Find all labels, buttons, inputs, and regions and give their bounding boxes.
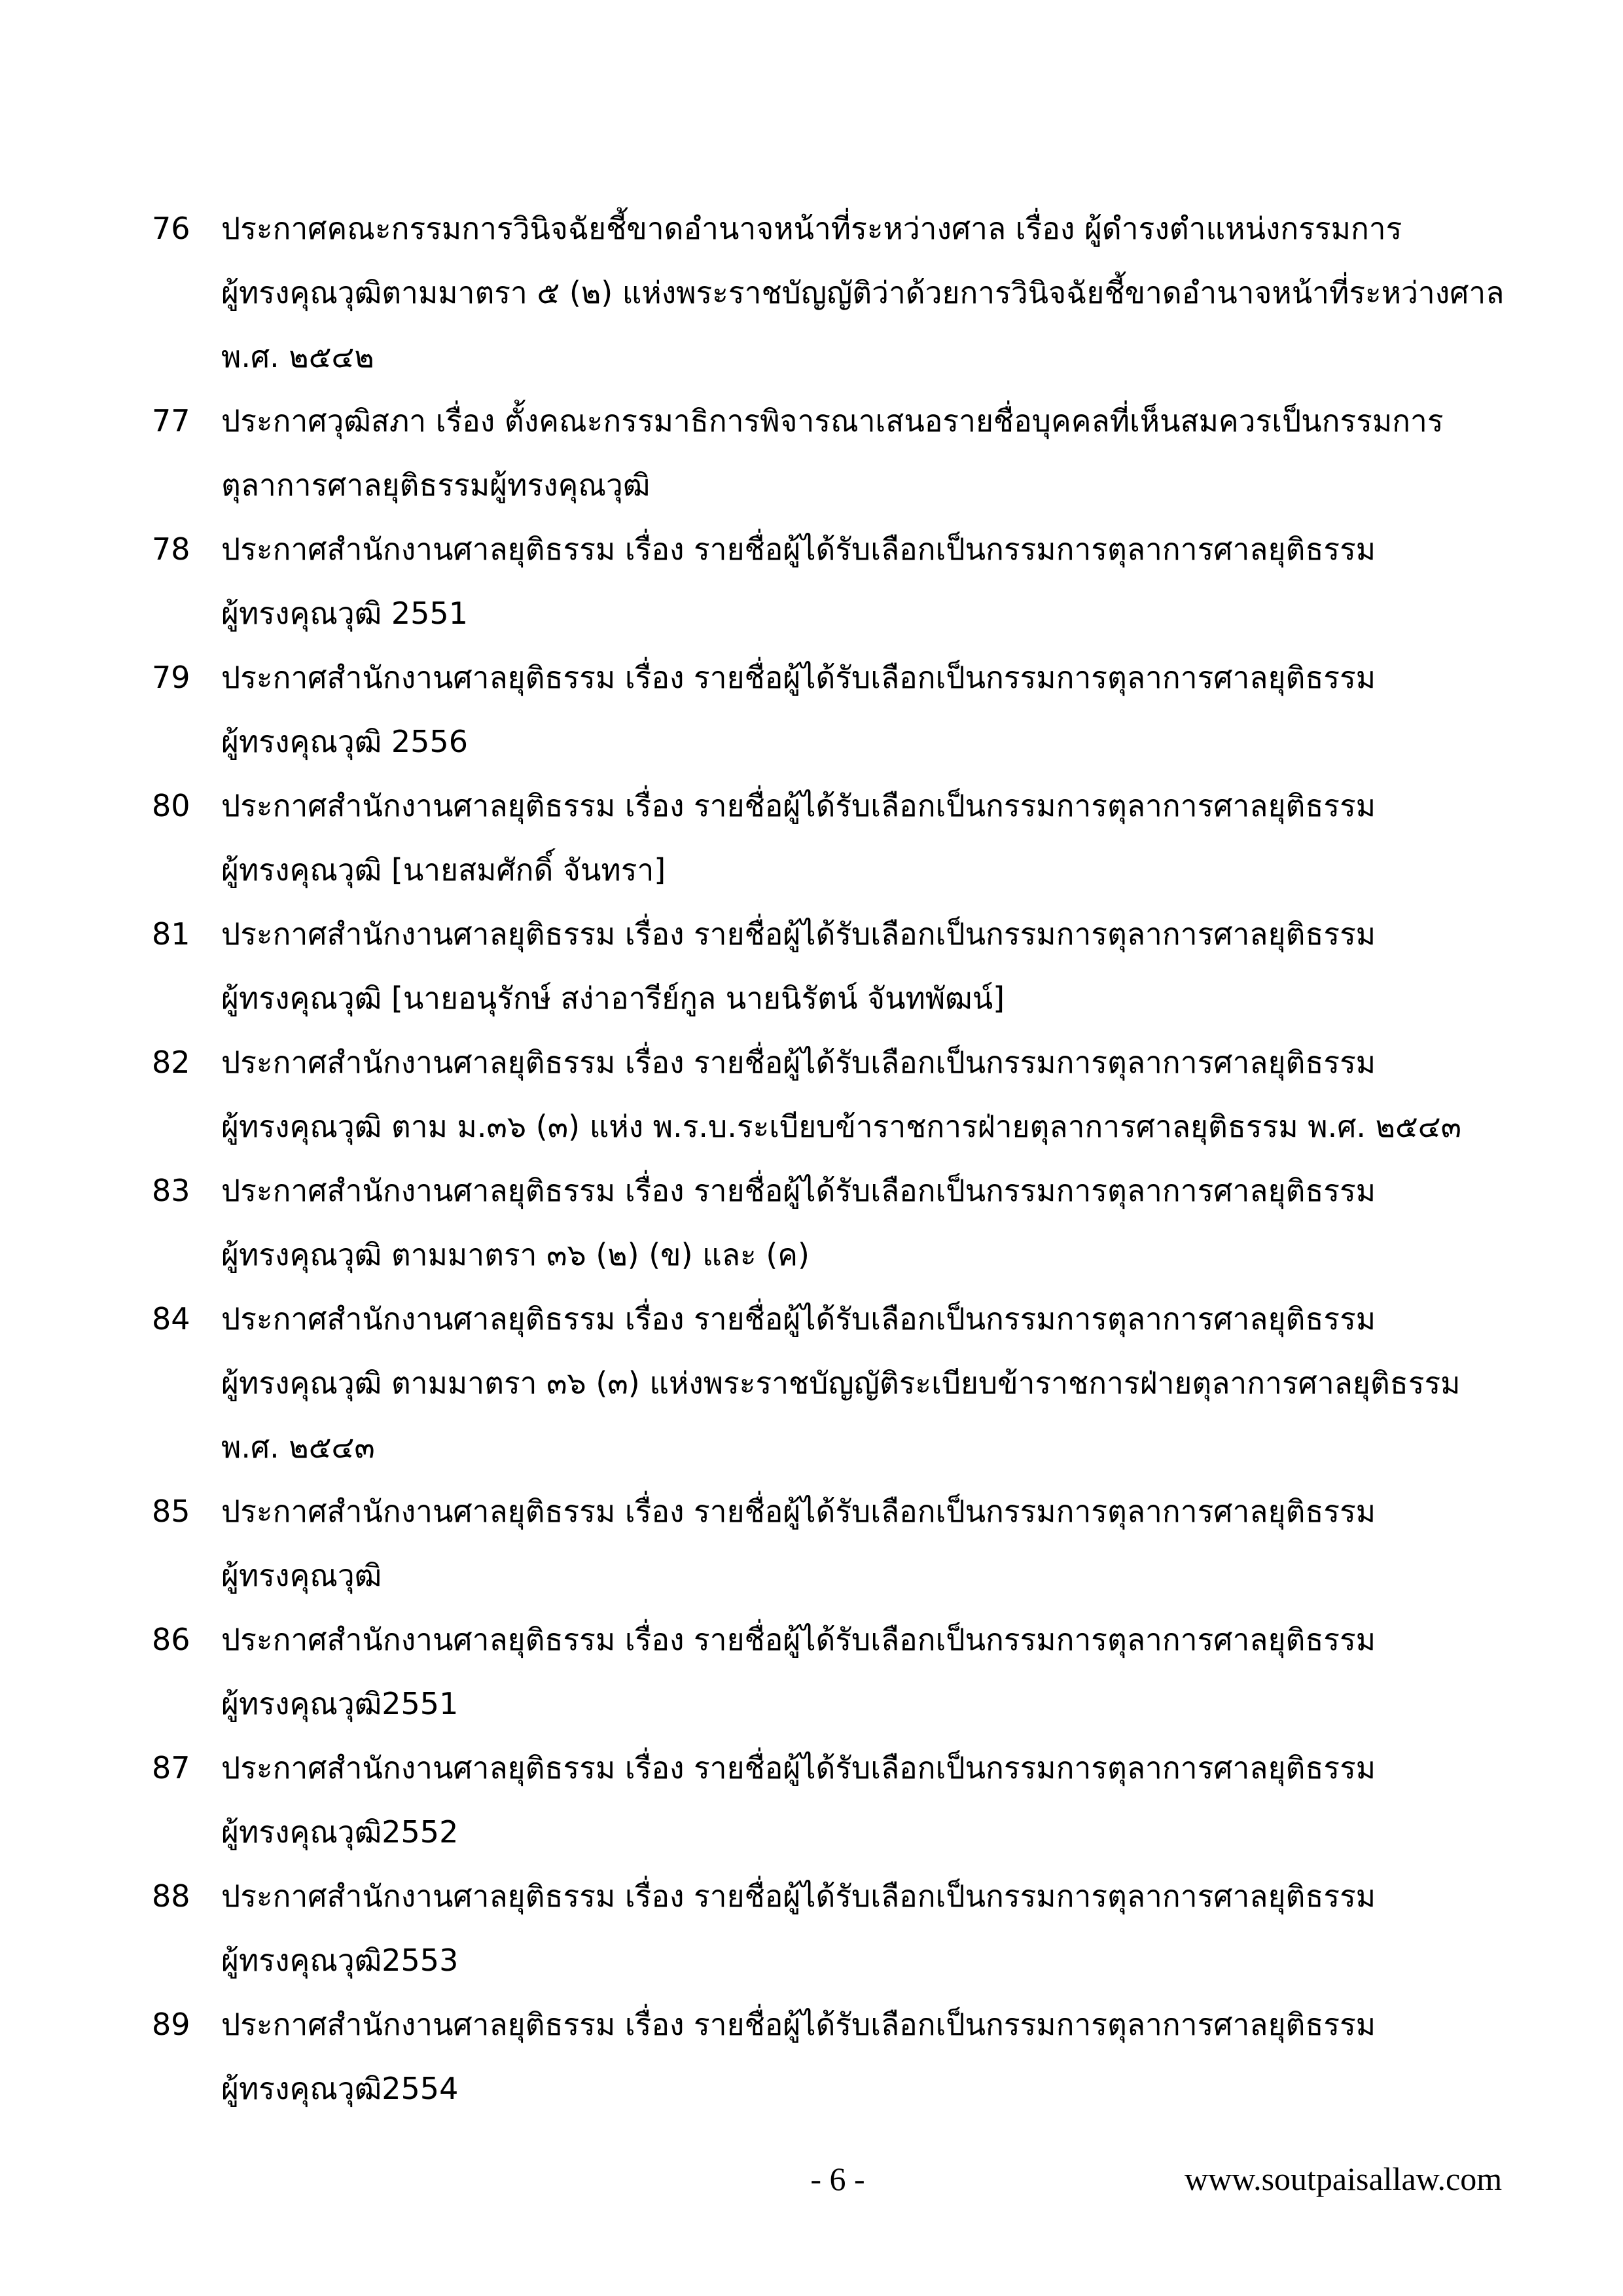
- list-item: [152, 902, 1526, 1030]
- item-number: 85: [152, 1494, 190, 1529]
- item-number: 76: [152, 211, 190, 246]
- item-line: พ.ศ. ๒๕๔๓: [221, 1429, 375, 1465]
- item-line: ประกาศสำนักงานศาลยุติธรรม เรื่อง รายชื่อผู้ได้รับเลือกเป็นกรรมการตุลาการศาลยุติธรรม: [221, 531, 1376, 567]
- list-item: [152, 645, 1526, 774]
- item-number: 89: [152, 2007, 190, 2042]
- item-title: [221, 1864, 1526, 1992]
- item-number: 84: [152, 1301, 190, 1336]
- item-title: [221, 1607, 1526, 1736]
- item-title: [221, 1479, 1526, 1607]
- list-item: [152, 1607, 1526, 1736]
- item-line: ประกาศสำนักงานศาลยุติธรรม เรื่อง รายชื่อผู้ได้รับเลือกเป็นกรรมการตุลาการศาลยุติธรรม: [221, 1173, 1376, 1208]
- item-number: 87: [152, 1750, 190, 1785]
- item-number: 86: [152, 1622, 190, 1657]
- item-line: ผู้ทรงคุณวุฒิ2551: [221, 1686, 459, 1721]
- item-line: ประกาศวุฒิสภา เรื่อง ตั้งคณะกรรมาธิการพิจารณาเสนอรายชื่อบุคคลที่เห็นสมควรเป็นกรรมการ: [221, 403, 1444, 439]
- website-footer: www.soutpaisallaw.com: [1185, 2161, 1503, 2197]
- item-line: ประกาศสำนักงานศาลยุติธรรม เรื่อง รายชื่อผู้ได้รับเลือกเป็นกรรมการตุลาการศาลยุติธรรม: [221, 1622, 1376, 1657]
- item-title: [221, 1736, 1526, 1864]
- item-line: ผู้ทรงคุณวุฒิ ตาม ม.๓๖ (๓) แห่ง พ.ร.บ.ระเบียบข้าราชการฝ่ายตุลาการศาลยุติธรรม พ.ศ. ๒๕๔๓: [221, 1109, 1462, 1144]
- item-line: ประกาศสำนักงานศาลยุติธรรม เรื่อง รายชื่อผู้ได้รับเลือกเป็นกรรมการตุลาการศาลยุติธรรม: [221, 916, 1376, 952]
- item-title: [221, 1992, 1526, 2121]
- item-line: ประกาศสำนักงานศาลยุติธรรม เรื่อง รายชื่อผู้ได้รับเลือกเป็นกรรมการตุลาการศาลยุติธรรม: [221, 1301, 1376, 1336]
- item-number: 78: [152, 531, 190, 567]
- item-line: ผู้ทรงคุณวุฒิ [นายสมศักดิ์ จันทรา]: [221, 852, 666, 888]
- item-number: 77: [152, 403, 190, 439]
- list-item: [152, 1287, 1526, 1479]
- item-line: ผู้ทรงคุณวุฒิ ตามมาตรา ๓๖ (๓) แห่งพระราชบัญญัติระเบียบข้าราชการฝ่ายตุลาการศาลยุติธรรม: [221, 1365, 1461, 1401]
- item-number: 88: [152, 1878, 190, 1914]
- item-line: ประกาศสำนักงานศาลยุติธรรม เรื่อง รายชื่อผู้ได้รับเลือกเป็นกรรมการตุลาการศาลยุติธรรม: [221, 660, 1376, 695]
- item-number: 82: [152, 1045, 190, 1080]
- list-item: [152, 1992, 1526, 2121]
- item-line: ผู้ทรงคุณวุฒิ 2556: [221, 724, 468, 759]
- list-item: [152, 1479, 1526, 1607]
- list-item: [152, 1736, 1526, 1864]
- list-item: [152, 1030, 1526, 1158]
- item-number: 83: [152, 1173, 190, 1208]
- item-title: [221, 645, 1526, 774]
- item-line: พ.ศ. ๒๕๔๒: [221, 339, 374, 374]
- list-item: [152, 389, 1526, 517]
- list-item: [152, 1864, 1526, 1992]
- item-number: 80: [152, 788, 190, 823]
- item-line: ผู้ทรงคุณวุฒิ 2551: [221, 596, 468, 631]
- item-title: [221, 517, 1526, 645]
- item-title: [221, 902, 1526, 1030]
- item-line: ผู้ทรงคุณวุฒิตามมาตรา ๕ (๒) แห่งพระราชบัญญัติว่าด้วยการวินิจฉัยชี้ขาดอำนาจหน้าที่ระหว่างศาล: [221, 275, 1505, 310]
- item-title: [221, 1158, 1526, 1287]
- item-line: ประกาศสำนักงานศาลยุติธรรม เรื่อง รายชื่อผู้ได้รับเลือกเป็นกรรมการตุลาการศาลยุติธรรม: [221, 1750, 1376, 1785]
- item-line: ผู้ทรงคุณวุฒิ: [221, 1558, 382, 1593]
- item-line: ผู้ทรงคุณวุฒิ [นายอนุรักษ์ สง่าอารีย์กูล นายนิรัตน์ จันทพัฒน์]: [221, 980, 1005, 1016]
- page-number: - 6 -: [810, 2161, 865, 2197]
- item-line: ผู้ทรงคุณวุฒิ2552: [221, 1814, 459, 1850]
- item-line: ประกาศสำนักงานศาลยุติธรรม เรื่อง รายชื่อผู้ได้รับเลือกเป็นกรรมการตุลาการศาลยุติธรรม: [221, 1878, 1376, 1914]
- item-title: [221, 1287, 1526, 1479]
- announcement-list: [152, 196, 1526, 2121]
- item-line: ผู้ทรงคุณวุฒิ ตามมาตรา ๓๖ (๒) (ข) และ (ค): [221, 1237, 810, 1272]
- item-number: 79: [152, 660, 190, 695]
- item-line: ประกาศสำนักงานศาลยุติธรรม เรื่อง รายชื่อผู้ได้รับเลือกเป็นกรรมการตุลาการศาลยุติธรรม: [221, 788, 1376, 823]
- list-item: [152, 196, 1526, 389]
- item-line: ประกาศสำนักงานศาลยุติธรรม เรื่อง รายชื่อผู้ได้รับเลือกเป็นกรรมการตุลาการศาลยุติธรรม: [221, 1045, 1376, 1080]
- item-line: ผู้ทรงคุณวุฒิ2554: [221, 2071, 459, 2106]
- item-line: ประกาศคณะกรรมการวินิจฉัยชี้ขาดอำนาจหน้าที่ระหว่างศาล เรื่อง ผู้ดำรงตำแหน่งกรรมการ: [221, 211, 1402, 246]
- item-line: ตุลาการศาลยุติธรรมผู้ทรงคุณวุฒิ: [221, 467, 651, 503]
- item-line: ผู้ทรงคุณวุฒิ2553: [221, 1943, 459, 1978]
- list-item: [152, 774, 1526, 902]
- item-line: ประกาศสำนักงานศาลยุติธรรม เรื่อง รายชื่อผู้ได้รับเลือกเป็นกรรมการตุลาการศาลยุติธรรม: [221, 2007, 1376, 2042]
- list-item: [152, 517, 1526, 645]
- item-line: ประกาศสำนักงานศาลยุติธรรม เรื่อง รายชื่อผู้ได้รับเลือกเป็นกรรมการตุลาการศาลยุติธรรม: [221, 1494, 1376, 1529]
- list-item: [152, 1158, 1526, 1287]
- item-title: [221, 774, 1526, 902]
- item-title: [221, 1030, 1526, 1158]
- item-title: [221, 196, 1526, 389]
- item-title: [221, 389, 1526, 517]
- item-number: 81: [152, 916, 190, 952]
